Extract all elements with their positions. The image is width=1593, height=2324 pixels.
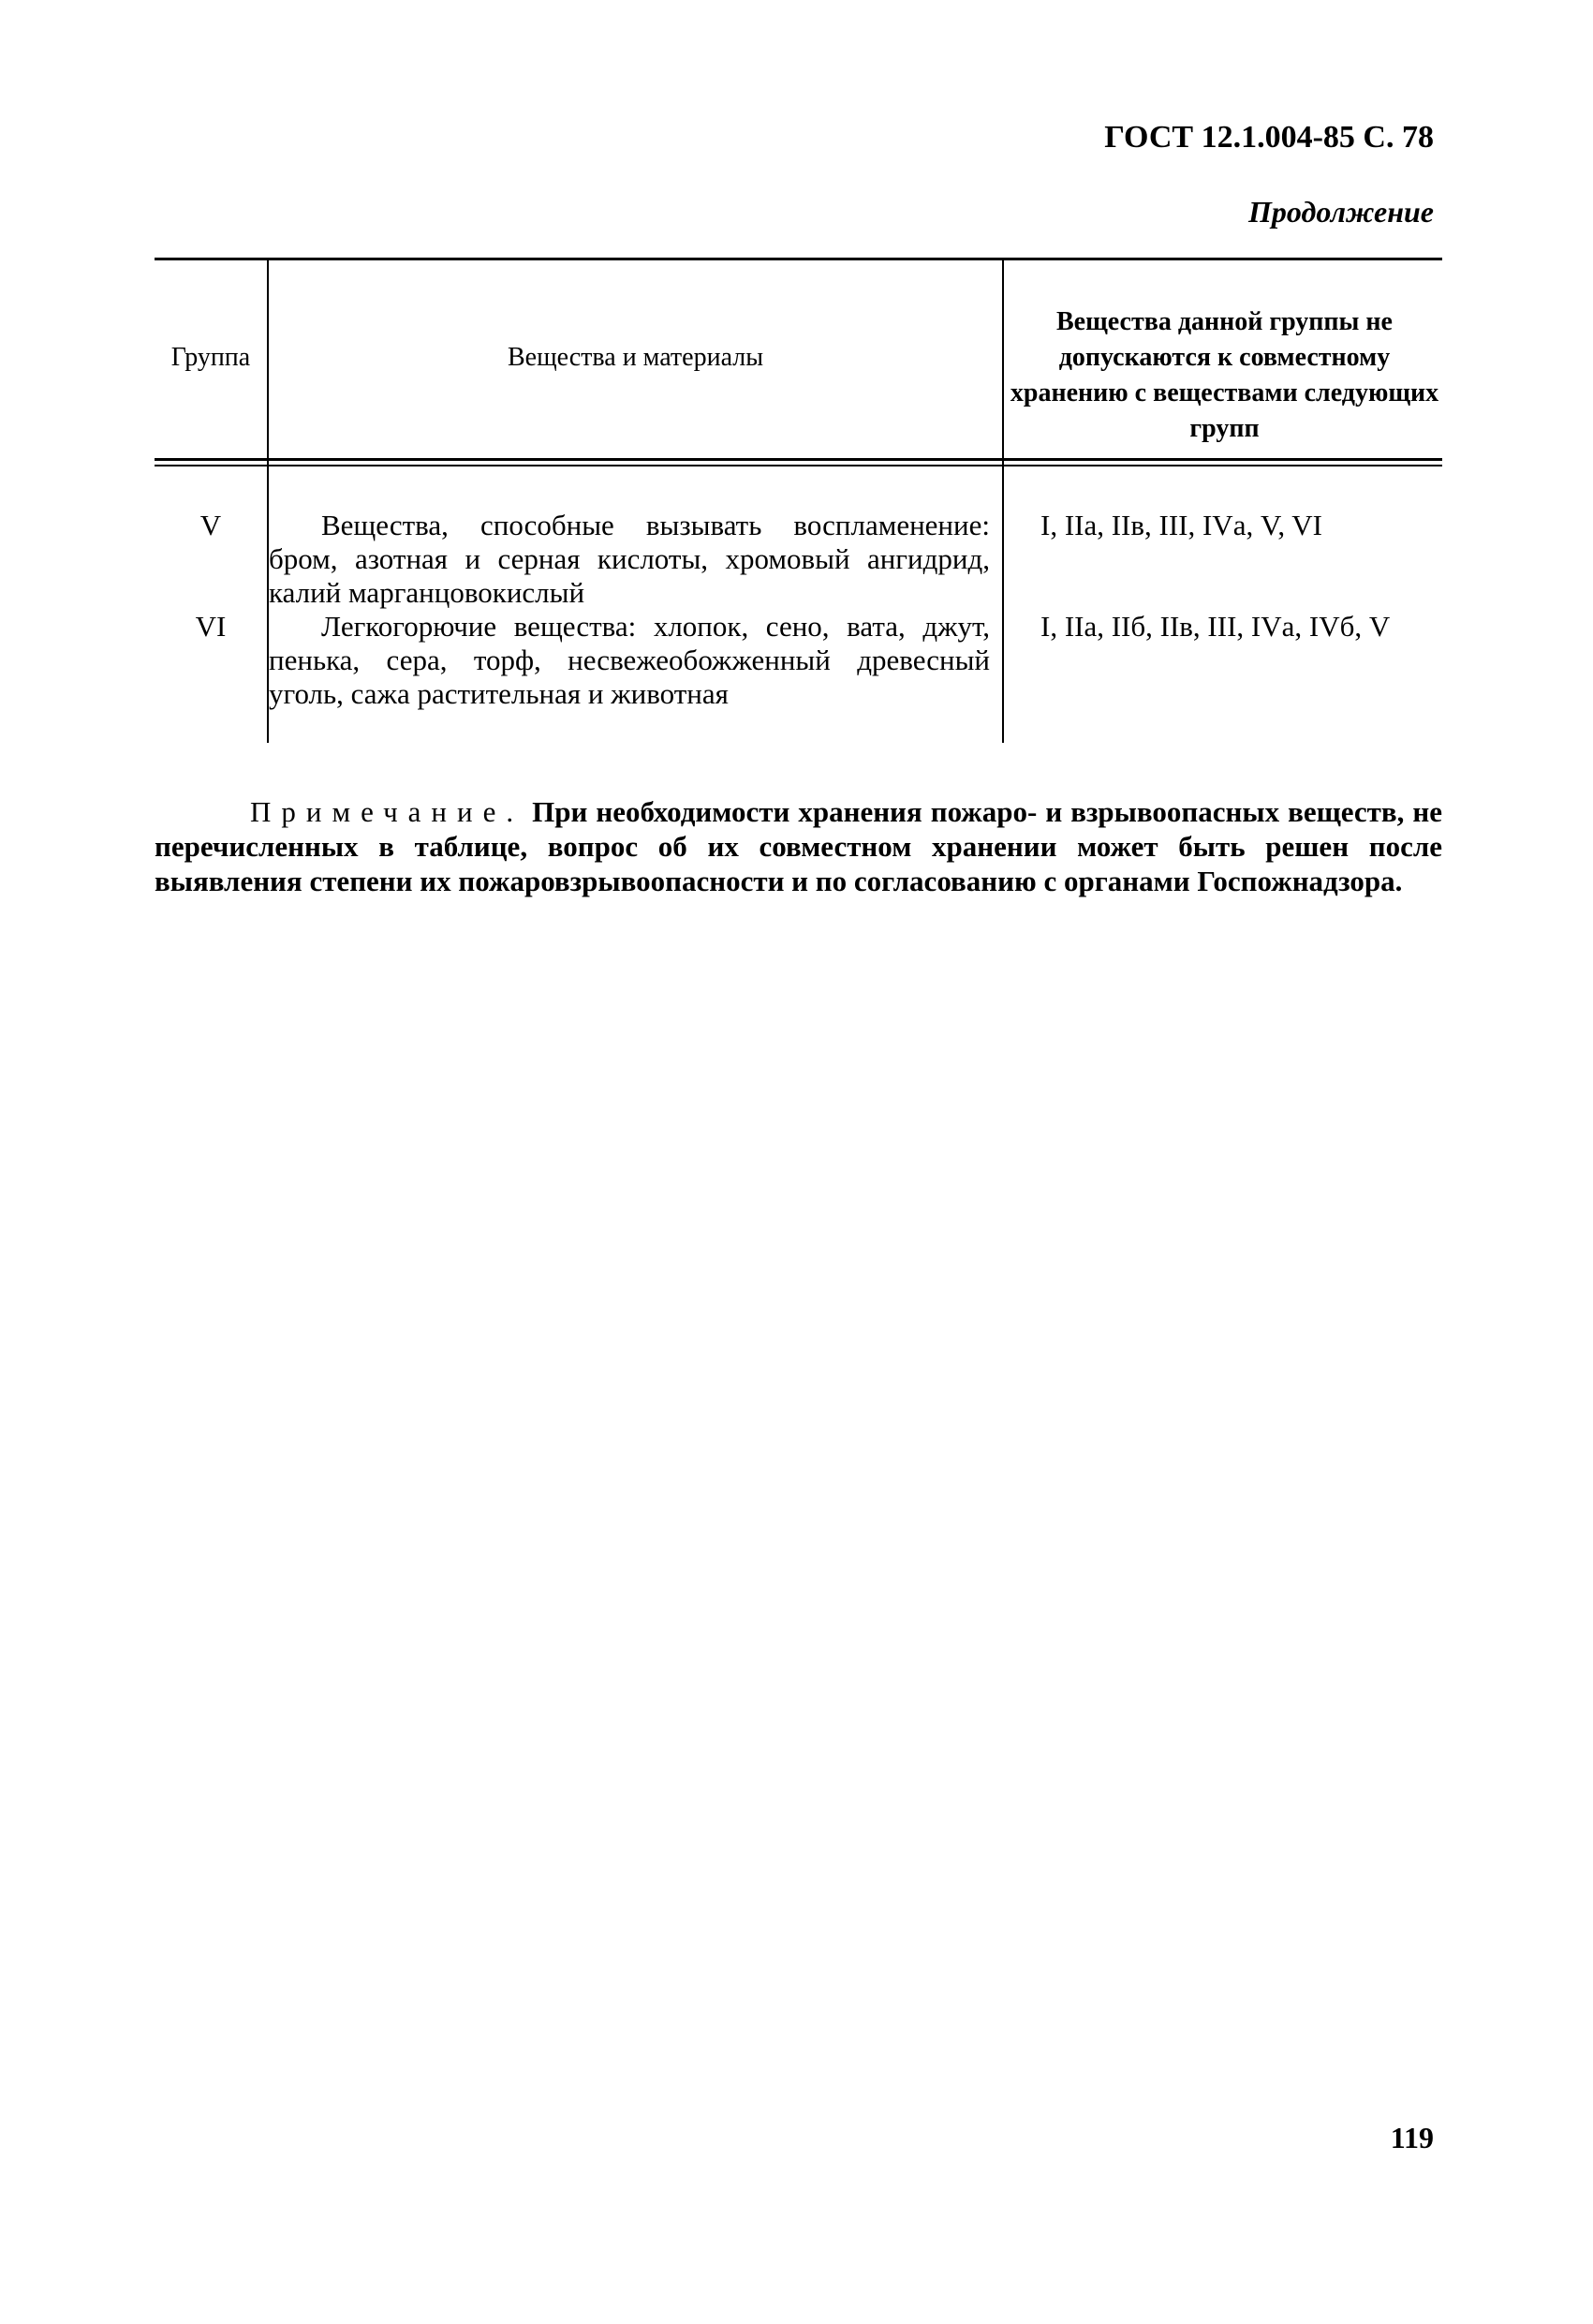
column-header-incompatible: Вещества данной группы не допускаются к совместному хранению с веществами следующих групп	[1010, 307, 1439, 443]
row-v-incompatible: I, IIа, IIв, III, IVа, V, VI	[1040, 509, 1322, 541]
storage-compatibility-table	[155, 258, 1442, 743]
row-vi-group: VI	[195, 610, 227, 643]
column-header-materials: Вещества и материалы	[507, 343, 764, 372]
column-divider-2	[1002, 258, 1004, 743]
row-vi-incompatible: I, IIа, IIб, IIв, III, IVа, IVб, V	[1040, 610, 1391, 643]
page-number: 119	[1390, 2121, 1434, 2154]
row-vi-materials-text: Легкогорючие вещества: хлопок, сено, вата, джут, пенька, сера, торф, несвежеобожженный древесный уголь, сажа растительная и животная	[269, 610, 990, 710]
row-v-materials-text: Вещества, способные вызывать воспламенение: бром, азотная и серная кислоты, хромовый ангидрид, калий марганцовокислый	[269, 509, 990, 609]
continuation-label: Продолжение	[1248, 195, 1434, 229]
row-vi-materials	[269, 610, 990, 711]
table-note	[155, 794, 1442, 898]
table-top-rule	[155, 258, 1442, 260]
row-v-materials	[269, 509, 990, 610]
row-v-group: V	[199, 509, 222, 541]
document-reference: ГОСТ 12.1.004-85 С. 78	[1104, 120, 1434, 155]
note-text: При необходимости хранения пожаро- и взрывоопасных веществ, не перечисленных в таблице, вопрос об их совместном хранении может быть решен после выявления степени их пожаровзрывоопасности и по согласованию с органами Госпожнадзора.	[155, 795, 1443, 897]
column-header-group: Группа	[170, 343, 251, 372]
note-label: Примечание.	[250, 795, 524, 828]
header-bottom-rule	[155, 458, 1442, 461]
header-bottom-rule-double	[155, 465, 1442, 466]
